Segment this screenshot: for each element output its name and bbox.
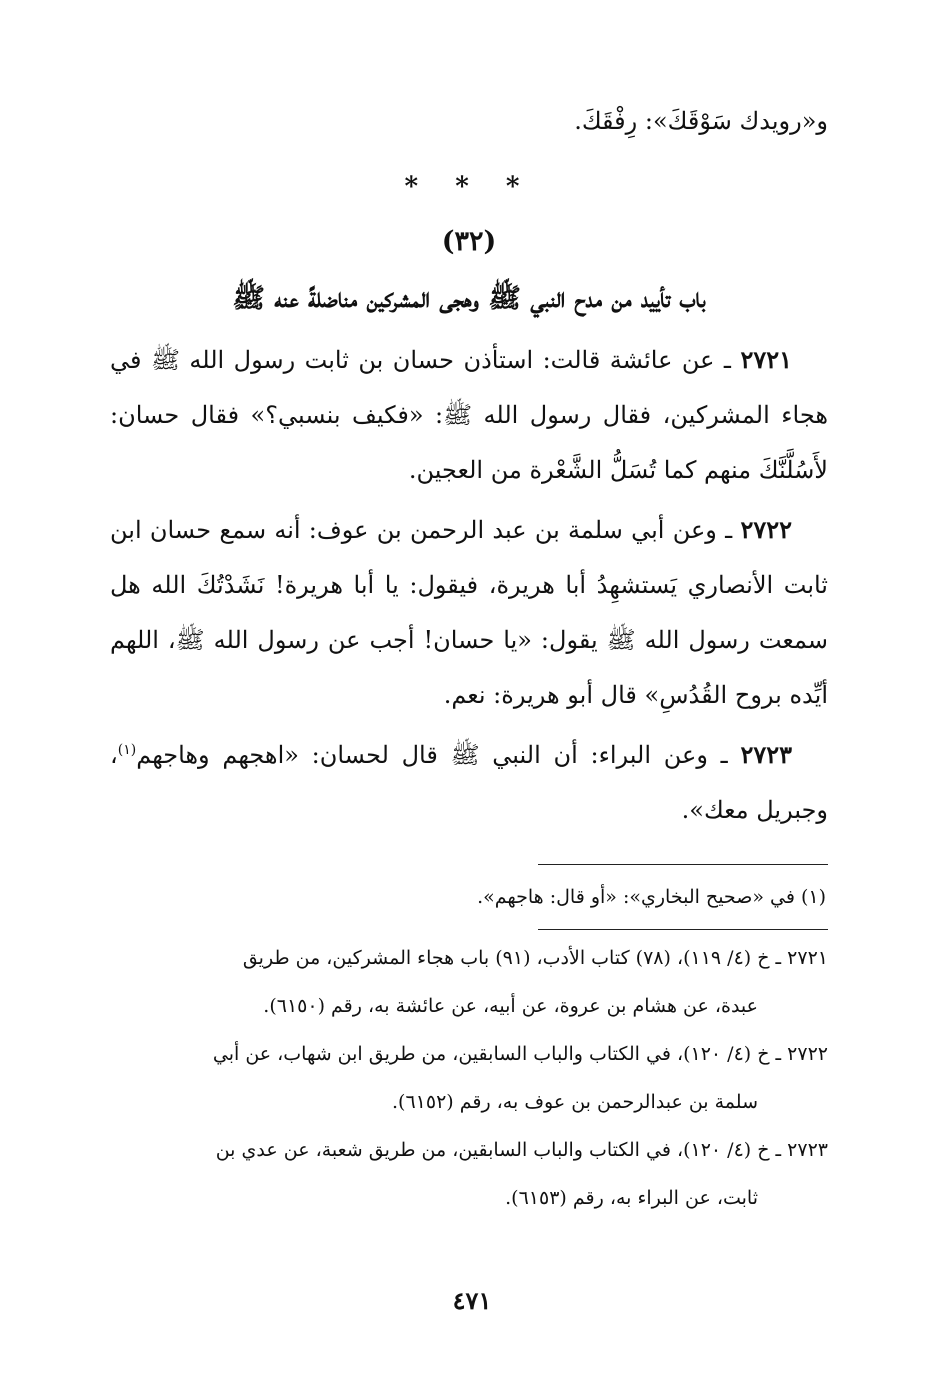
page-number: ٤٧١ <box>452 1286 492 1315</box>
chapter-number: (٣٢) <box>441 226 497 257</box>
hadith-text: ـ وعن البراء: أن النبي ﷺ قال لحسان: «اهجهم وهاجهم <box>136 741 741 769</box>
hadith-text: ـ عن عائشة قالت: استأذن حسان بن ثابت رسول الله ﷺ في هجاء المشركين، فقال رسول الله ﷺ: «فكيف بنسبي؟» فقال حسان: لأَسُلَّنَّكَ منهم كما تُسَلُّ الشَّعْرة من العجين. <box>110 346 828 484</box>
source-first-line: ٢٧٢٣ ـ خ (٤/ ١٢٠)، في الكتاب والباب السابقين، من طريق شعبة، عن عدي بن <box>215 1139 828 1161</box>
source-first-line: ٢٧٢٢ ـ خ (٤/ ١٢٠)، في الكتاب والباب السابقين، من طريق ابن شهاب، عن أبي <box>212 1043 828 1065</box>
page-body <box>110 92 828 1222</box>
chapter-title: باب تأييد من مدح النبي ﷺ وهجى المشركين مناضلةً عنه ﷺ <box>232 283 706 314</box>
hadith-number: ٢٧٢٣ <box>740 740 792 769</box>
hadith-number: ٢٧٢١ <box>740 345 792 374</box>
hadith-2721 <box>110 332 828 498</box>
hadith-number: ٢٧٢٢ <box>740 515 792 544</box>
section-separator: * * * <box>404 172 534 202</box>
hadith-2722 <box>110 502 828 723</box>
source-entry <box>110 934 828 1030</box>
source-continuation: سلمة بن عبدالرحمن بن عوف به، رقم (٦١٥٢). <box>392 1091 758 1113</box>
footnote-divider <box>538 864 828 865</box>
sources-list <box>110 934 828 1222</box>
source-continuation: عبدة، عن هشام بن عروة، عن أبيه، عن عائشة به، رقم (٦١٥٠). <box>263 995 758 1017</box>
source-first-line: ٢٧٢١ ـ خ (٤/ ١١٩)، (٧٨) كتاب الأدب، (٩١) باب هجاء المشركين، من طريق <box>242 947 828 969</box>
footnote-1: (١) في «صحيح البخاري»: «أو قال: هاجهم». <box>477 886 826 908</box>
hadith-text: ـ وعن أبي سلمة بن عبد الرحمن بن عوف: أنه سمع حسان ابن ثابت الأنصاري يَستشهِدُ أبا هريرة، فيقول: يا أبا هريرة! نَشَدْتُكَ الله هل سمعت رسول الله ﷺ يقول: «يا حسان! أجب عن رسول الله ﷺ، اللهم أيِّده بروح القُدُسِ» قال أبو هريرة: نعم. <box>110 516 828 709</box>
source-entry <box>110 1126 828 1222</box>
hadith-2723 <box>110 727 828 838</box>
sources-divider <box>538 929 828 930</box>
source-entry <box>110 1030 828 1126</box>
source-continuation: ثابت، عن البراء به، رقم (٦١٥٣). <box>505 1187 758 1209</box>
intro-line: و«رويدك سَوْقَكَ»: رِفْقَكَ. <box>574 107 828 135</box>
footnote-reference[interactable]: (١) <box>117 742 137 758</box>
hadith-text-continued: ، وجبريل معك». <box>110 741 828 824</box>
